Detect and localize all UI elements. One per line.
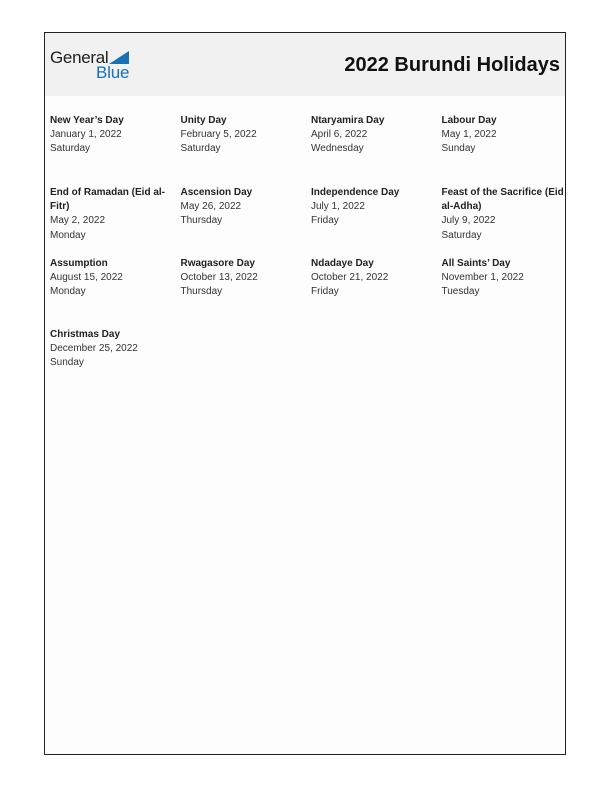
holiday-date: May 2, 2022 xyxy=(50,215,106,227)
holiday-date: July 1, 2022 xyxy=(311,201,365,213)
holiday-name: Rwagasore Day xyxy=(180,258,255,269)
holiday-name: New Year’s Day xyxy=(50,115,124,126)
holiday-date: December 25, 2022 xyxy=(50,343,138,355)
holiday-weekday: Monday xyxy=(50,229,86,241)
holiday-date: May 1, 2022 xyxy=(441,129,497,141)
holiday-item xyxy=(181,257,306,300)
logo-text-general: General xyxy=(50,48,109,67)
page-frame xyxy=(44,32,566,755)
holiday-weekday: Saturday xyxy=(180,143,221,155)
holiday-date: February 5, 2022 xyxy=(180,129,257,141)
holiday-weekday: Friday xyxy=(311,215,339,227)
holiday-item xyxy=(181,114,306,157)
holiday-date: October 21, 2022 xyxy=(311,272,389,284)
holiday-item xyxy=(50,257,175,300)
holiday-date: November 1, 2022 xyxy=(441,272,524,284)
holiday-weekday: Sunday xyxy=(441,143,476,155)
holiday-item xyxy=(311,114,436,157)
holiday-weekday: Thursday xyxy=(180,215,223,227)
holiday-name: Unity Day xyxy=(180,115,227,126)
holiday-name: Labour Day xyxy=(441,115,497,126)
holiday-item xyxy=(442,257,567,300)
logo-text-blue: Blue xyxy=(96,63,130,82)
holiday-name: Feast of the Sacrifice (Eid al-Adha) xyxy=(441,187,564,213)
holiday-weekday: Wednesday xyxy=(311,143,364,155)
holiday-weekday: Thursday xyxy=(180,286,223,298)
holiday-date: July 9, 2022 xyxy=(441,215,496,227)
holiday-name: End of Ramadan (Eid al-Fitr) xyxy=(50,187,166,213)
holiday-weekday: Sunday xyxy=(50,357,84,369)
holiday-weekday: Friday xyxy=(311,286,339,298)
holiday-weekday: Saturday xyxy=(50,143,91,155)
holiday-date: April 6, 2022 xyxy=(311,129,368,141)
holiday-weekday: Saturday xyxy=(441,229,482,241)
holiday-name: Christmas Day xyxy=(50,329,121,340)
holiday-name: Ndadaye Day xyxy=(311,258,374,269)
holiday-name: All Saints’ Day xyxy=(441,258,511,269)
holiday-name: Assumption xyxy=(50,258,108,269)
holiday-item xyxy=(311,186,436,229)
holiday-name: Ntaryamira Day xyxy=(311,115,385,126)
holiday-item xyxy=(50,186,175,243)
holiday-date: August 15, 2022 xyxy=(50,272,123,284)
holiday-weekday: Tuesday xyxy=(441,286,480,298)
holiday-item xyxy=(50,114,175,157)
holiday-item xyxy=(442,186,567,243)
holiday-name: Ascension Day xyxy=(180,187,253,198)
brand-logo xyxy=(50,48,140,84)
holiday-date: October 13, 2022 xyxy=(180,272,258,284)
holiday-item xyxy=(442,114,567,157)
holiday-item xyxy=(311,257,436,300)
holiday-weekday: Monday xyxy=(50,286,86,298)
holiday-date: January 1, 2022 xyxy=(50,129,122,141)
holiday-date: May 26, 2022 xyxy=(180,201,242,213)
holiday-item xyxy=(50,328,175,371)
holiday-name: Independence Day xyxy=(311,187,400,198)
header-band xyxy=(45,33,565,96)
holiday-item xyxy=(181,186,306,229)
page-title: 2022 Burundi Holidays xyxy=(344,54,560,76)
